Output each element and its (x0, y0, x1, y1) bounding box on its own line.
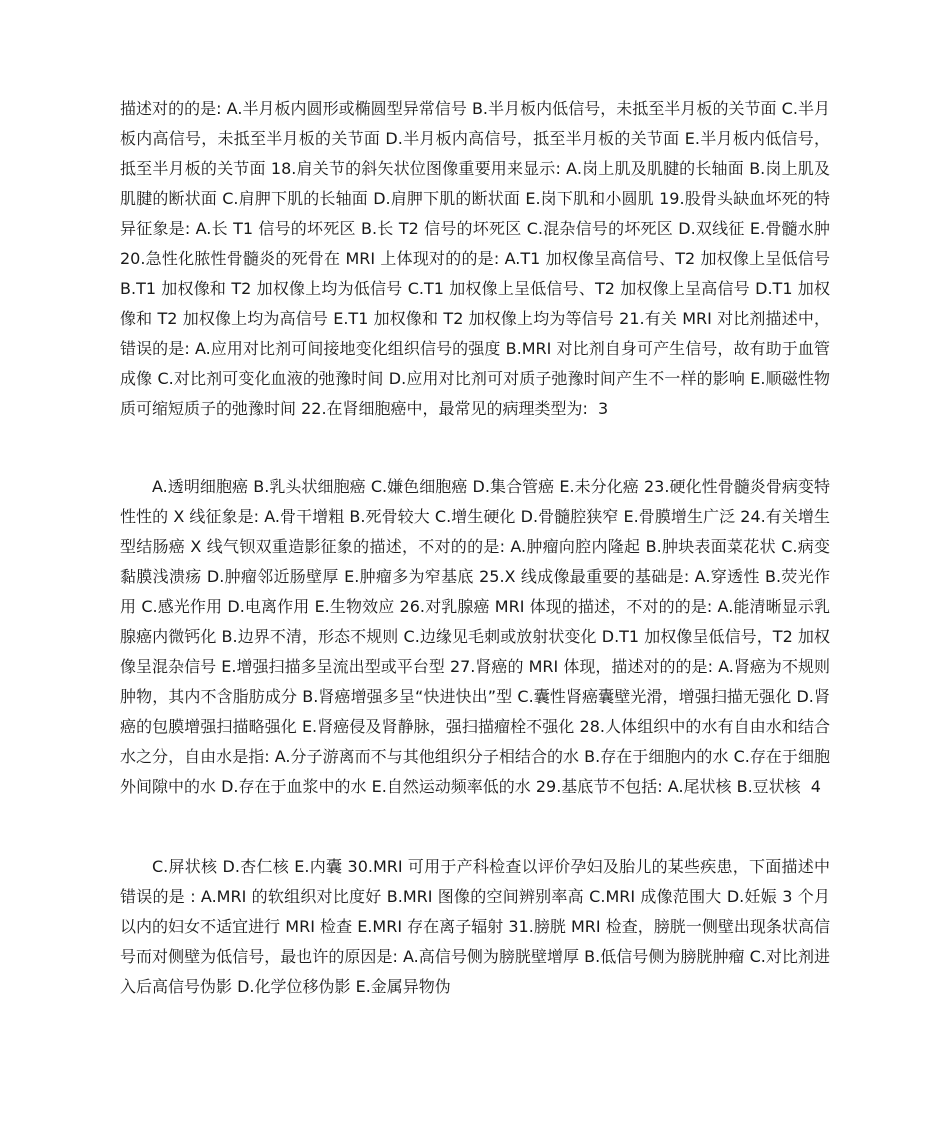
paragraph-text: 描述对的的是: A.半月板内圆形或椭圆型异常信号 B.半月板内低信号，未抵至半月板的关节面 C.半月板内高信号，未抵至半月板的关节面 D.半月板内高信号，抵至半月板的关节面 E.半月板内低信号，抵至半月板的关节面 18.肩关节的斜矢状位图像重要用来显示: A.岗上肌及肌腱的长轴面 B.岗上肌及肌腱的断状面 C.肩胛下肌的长轴面 D.肩胛下肌的断状面 E.岗下肌和小圆肌 19.股骨头缺血坏死的特异征象是: A.长 T1 信号的坏死区 B.长 T2 信号的坏死区 C.混杂信号的坏死区 D.双线征 E.骨髓水肿 20.急性化脓性骨髓炎的死骨在 MRI 上体现对的的是: A.T1 加权像呈高信号、T2 加权像上呈低信号 B.T1 加权像和 T2 加权像上均为低信号 C.T1 加权像上呈低信号、T2 加权像上呈高信号 D.T1 加权像和 T2 加权像上均为高信号 E.T1 加权像和 T2 加权像上均为等信号 21.有关 MRI 对比剂描述中，错误的是: A.应用对比剂可间接地变化组织信号的强度 B.MRI 对比剂自身可产生信号，故有助于血管成像 C.对比剂可变化血液的弛豫时间 D.应用对比剂可对质子弛豫时间产生不一样的影响 E.顺磁性物质可缩短质子的弛豫时间 22.在肾细胞癌中，最常见的病理类型为: (120, 99, 830, 418)
page-number: 4 (810, 777, 821, 796)
document-page (120, 94, 830, 1002)
page-break (120, 424, 830, 472)
text-paragraph-1 (120, 94, 830, 424)
page-break (120, 802, 830, 852)
text-paragraph-3 (120, 852, 830, 1002)
paragraph-text: A.透明细胞癌 B.乳头状细胞癌 C.嫌色细胞癌 D.集合管癌 E.未分化癌 23.硬化性骨髓炎骨病变特性性的 X 线征象是: A.骨干增粗 B.死骨较大 C.增生硬化 D.骨髓腔狭窄 E.骨膜增生广泛 24.有关增生型结肠癌 X 线气钡双重造影征象的描述，不对的的是: A.肿瘤向腔内隆起 B.肿块表面菜花状 C.病变黏膜浅溃疡 D.肿瘤邻近肠壁厚 E.肿瘤多为窄基底 25.X 线成像最重要的基础是: A.穿透性 B.荧光作用 C.感光作用 D.电离作用 E.生物效应 26.对乳腺癌 MRI 体现的描述，不对的的是: A.能清晰显示乳腺癌内微钙化 B.边界不清，形态不规则 C.边缘见毛刺或放射状变化 D.T1 加权像呈低信号，T2 加权像呈混杂信号 E.增强扫描多呈流出型或平台型 27.肾癌的 MRI 体现，描述对的的是: A.肾癌为不规则肿物，其内不含脂肪成分 B.肾癌增强多呈“快进快出”型 C.囊性肾癌囊壁光滑，增强扫描无强化 D.肾癌的包膜增强扫描略强化 E.肾癌侵及肾静脉，强扫描瘤栓不强化 28.人体组织中的水有自由水和结合水之分，自由水是指: A.分子游离而不与其他组织分子相结合的水 B.存在于细胞内的水 C.存在于细胞外间隙中的水 D.存在于血浆中的水 E.自然运动频率低的水 29.基底节不包括: A.尾状核 B.豆状核 (120, 477, 830, 796)
paragraph-text: C.屏状核 D.杏仁核 E.内囊 30.MRI 可用于产科检查以评价孕妇及胎儿的某些疾患，下面描述中错误的是 : A.MRI 的软组织对比度好 B.MRI 图像的空间辨别率高 C.MRI 成像范围大 D.妊娠 3 个月以内的妇女不适宜进行 MRI 检查 E.MRI 存在离子辐射 31.膀胱 MRI 检查，膀胱一侧壁出现条状高信号而对侧壁为低信号，最也许的原因是: A.高信号侧为膀胱壁增厚 B.低信号侧为膀胱肿瘤 C.对比剂进入后高信号伪影 D.化学位移伪影 E.金属异物伪 (120, 857, 830, 996)
page-number: 3 (597, 399, 609, 418)
text-paragraph-2 (120, 472, 830, 802)
